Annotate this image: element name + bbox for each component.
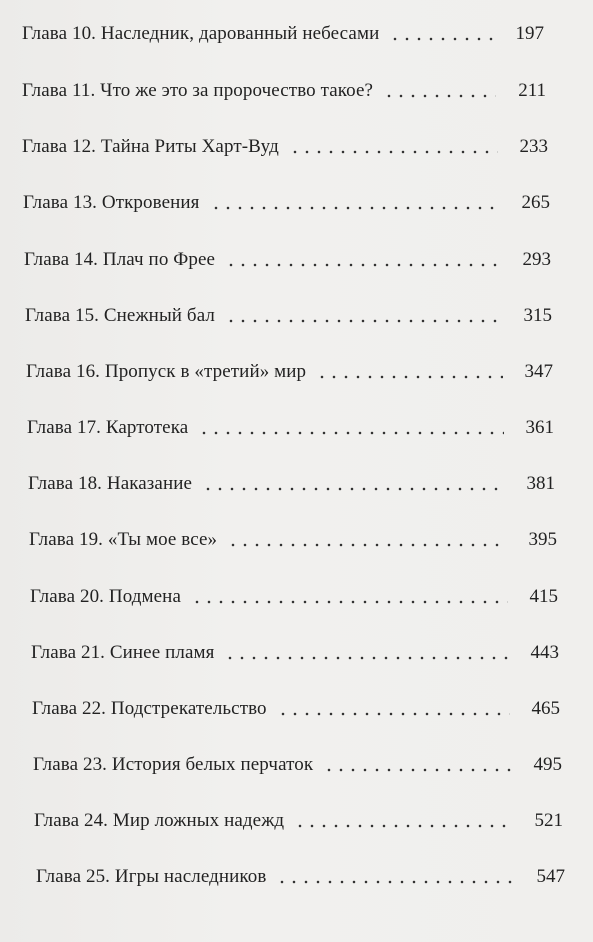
dot-leader	[224, 656, 509, 660]
toc-entry	[22, 128, 548, 158]
toc-entry	[36, 858, 565, 888]
page-number: 495	[533, 754, 562, 775]
page-number: 361	[525, 417, 554, 438]
chapter-title: Глава 18. Наказание	[28, 473, 193, 494]
dot-leader	[383, 94, 496, 98]
dot-leader	[198, 431, 504, 435]
page-number: 443	[530, 642, 559, 663]
chapter-title: Глава 13. Откровения	[23, 192, 200, 213]
chapter-title: Глава 12. Тайна Риты Харт-Вуд	[22, 136, 279, 157]
toc-entry	[34, 802, 563, 832]
chapter-title: Глава 11. Что же это за пророчество такое?	[22, 80, 374, 101]
chapter-title: Глава 19. «Ты мое все»	[29, 529, 218, 550]
chapter-title: Глава 17. Картотека	[27, 417, 189, 438]
chapter-title: Глава 23. История белых перчаток	[33, 754, 314, 775]
page-number: 415	[529, 586, 558, 607]
chapter-title: Глава 20. Подмена	[30, 586, 181, 607]
dot-leader	[225, 263, 501, 267]
dot-leader	[277, 712, 510, 716]
page-number: 197	[515, 23, 544, 44]
chapter-title: Глава 22. Подстрекательство	[32, 698, 267, 719]
page-number: 233	[519, 136, 548, 157]
page-number: 211	[518, 80, 546, 101]
toc-entry	[30, 578, 558, 608]
dot-leader	[202, 487, 505, 491]
toc-entry	[25, 297, 552, 327]
chapter-title: Глава 24. Мир ложных надежд	[34, 810, 285, 831]
toc-entry	[33, 746, 562, 776]
dot-leader	[225, 319, 502, 323]
dot-leader	[227, 543, 507, 547]
toc-entry	[22, 15, 544, 45]
dot-leader	[191, 600, 508, 604]
chapter-title: Глава 14. Плач по Фрее	[24, 249, 216, 270]
page-number: 347	[524, 361, 553, 382]
dot-leader	[294, 824, 513, 828]
toc-entry	[23, 184, 550, 214]
page-number: 265	[521, 192, 550, 213]
page-number: 381	[526, 473, 555, 494]
dot-leader	[276, 880, 515, 884]
page-number: 293	[522, 249, 551, 270]
dot-leader	[316, 375, 503, 379]
toc-entry	[31, 634, 559, 664]
chapter-title: Глава 15. Снежный бал	[25, 305, 215, 326]
chapter-title: Глава 16. Пропуск в «третий» мир	[26, 361, 307, 382]
dot-leader	[323, 768, 512, 772]
page-number: 465	[531, 698, 560, 719]
toc-entry	[29, 521, 557, 551]
toc-entry	[27, 409, 554, 439]
dot-leader	[210, 206, 501, 210]
toc-entry	[22, 72, 546, 102]
toc-entry	[26, 353, 553, 383]
toc-entry	[28, 465, 555, 495]
toc-entry	[32, 690, 560, 720]
page-number: 547	[536, 866, 565, 887]
dot-leader	[389, 37, 494, 41]
chapter-title: Глава 25. Игры наследников	[36, 866, 267, 887]
toc-entry	[24, 241, 551, 271]
dot-leader	[289, 150, 498, 154]
page-number: 521	[534, 810, 563, 831]
chapter-title: Глава 10. Наследник, дарованный небесами	[22, 23, 380, 44]
page-number: 315	[523, 305, 552, 326]
page-number: 395	[528, 529, 557, 550]
chapter-title: Глава 21. Синее пламя	[31, 642, 215, 663]
